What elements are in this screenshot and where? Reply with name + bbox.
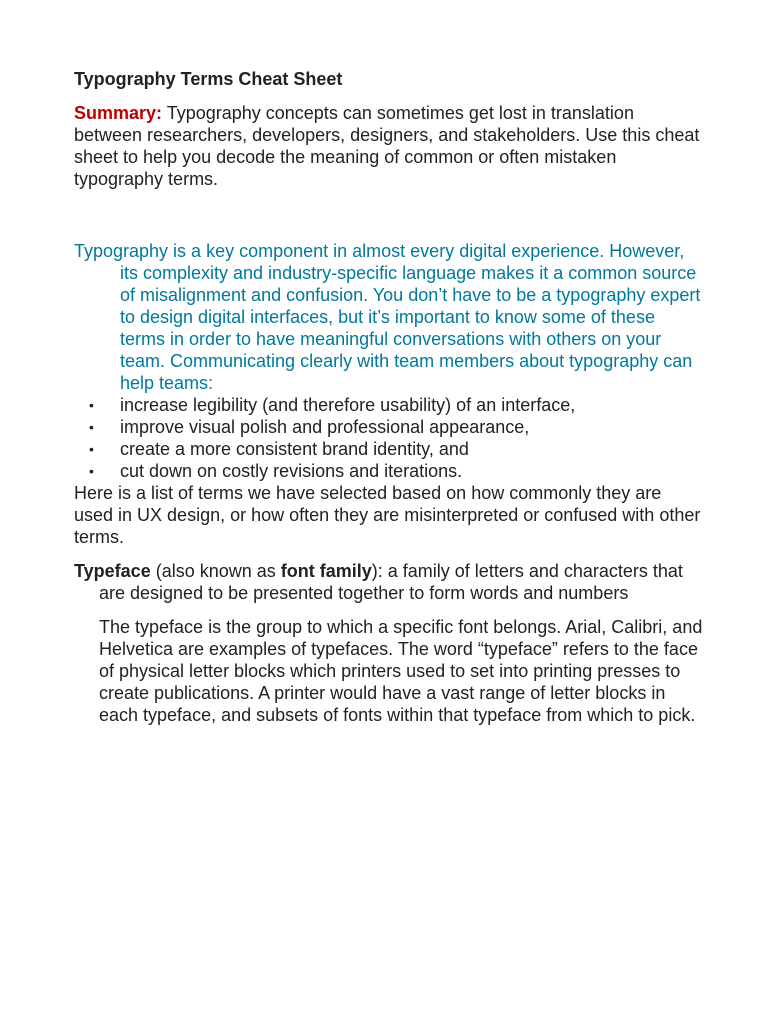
bullet-icon: • [89,419,94,435]
bullet-icon: • [89,463,94,479]
intro-paragraph: Typography is a key component in almost every digital experience. However, its complexity and industry-specific language makes it a common source of misalignment and confusion. You don’t have to be a typography expert to design digital interfaces, but it’s important to know some of these terms in order to have meaningful conversations with others on your team. Communicating clearly with team members about typography can help teams: [74,241,701,393]
summary-text: Typography concepts can sometimes get lost in translation between researchers, developers, designers, and stakeholders. Use this cheat sheet to help you decode the meaning of common or often mistaken typography terms. [74,103,700,189]
term-explanation: The typeface is the group to which a specific font belongs. Arial, Calibri, and Helvetica are examples of typefaces. The word “typeface” refers to the face of physical letter blocks which printers used to set into printing presses to create publications. A printer would have a vast range of letter blocks in each typeface, and subsets of fonts within that typeface from which to pick. [99,617,703,725]
bullet-icon: • [89,397,94,413]
document-page [74,68,704,726]
list-item [74,460,704,482]
term-name: Typeface [74,561,151,581]
list-item [74,438,704,460]
term-aka: font family [280,561,372,581]
list-item-text: create a more consistent brand identity, and [120,439,469,459]
term-definition [74,560,704,604]
summary-paragraph [74,102,704,190]
list-item [74,416,704,438]
page-title: Typography Terms Cheat Sheet [74,69,343,89]
term-aka-prefix: (also known as [150,561,281,581]
terms-intro-paragraph: Here is a list of terms we have selected based on how commonly they are used in UX design, or how often they are misinterpreted or confused with other terms. [74,483,701,547]
list-item-text: improve visual polish and professional appearance, [120,417,530,437]
list-item [74,394,704,416]
list-item-text: cut down on costly revisions and iterations. [120,461,463,481]
summary-label: Summary: [74,103,163,123]
benefits-list [74,394,704,482]
list-item-text: increase legibility (and therefore usability) of an interface, [120,395,576,415]
bullet-icon: • [89,441,94,457]
term-definition-text: ): a family of letters and characters that are designed to be presented together to form words and numbers [99,561,683,603]
